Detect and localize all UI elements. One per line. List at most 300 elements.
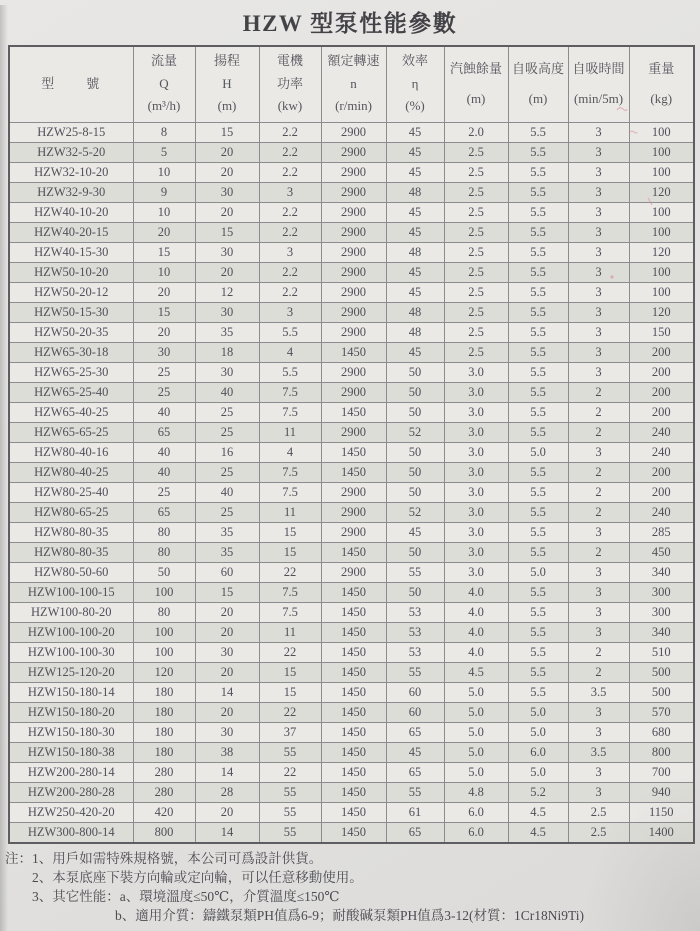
cell-self-priming-height: 5.5 [508,302,568,322]
cell-self-priming-time: 2 [568,642,629,662]
cell-efficiency: 48 [386,302,444,322]
cell-self-priming-height: 5.5 [508,162,568,182]
col-header-line: (m) [466,90,486,106]
cell-motor-power: 11 [259,622,321,642]
cell-efficiency: 45 [386,262,444,282]
table-row [9,462,694,482]
cell-self-priming-height: 5.5 [508,182,568,202]
cell-motor-power: 2.2 [259,142,321,162]
table-row [9,202,694,222]
cell-flow: 9 [133,182,195,202]
cell-motor-power: 2.2 [259,262,321,282]
cell-npsh: 2.5 [444,342,508,362]
cell-self-priming-height: 5.5 [508,382,568,402]
cell-model: HZW80-50-60 [9,562,133,582]
cell-efficiency: 45 [386,282,444,302]
table-row [9,622,694,642]
cell-head: 38 [195,742,259,762]
cell-self-priming-time: 2 [568,662,629,682]
cell-weight: 240 [629,442,694,462]
cell-self-priming-time: 3 [568,322,629,342]
cell-motor-power: 2.2 [259,162,321,182]
cell-npsh: 3.0 [444,502,508,522]
cell-rated-speed: 1450 [321,342,386,362]
cell-efficiency: 50 [386,462,444,482]
cell-weight: 120 [629,242,694,262]
cell-npsh: 2.5 [444,202,508,222]
note-line: 1、用戶如需特殊規格號，本公司可爲設計供貨。 [32,850,323,866]
cell-flow: 10 [133,162,195,182]
cell-weight: 1150 [629,802,694,822]
cell-efficiency: 45 [386,202,444,222]
cell-motor-power: 22 [259,762,321,782]
cell-weight: 200 [629,482,694,502]
col-header-line: (kg) [650,90,673,106]
cell-model: HZW150-180-38 [9,742,133,762]
cell-efficiency: 60 [386,682,444,702]
cell-self-priming-height: 5.5 [508,142,568,162]
cell-self-priming-height: 5.5 [508,362,568,382]
cell-head: 15 [195,222,259,242]
cell-self-priming-height: 5.2 [508,782,568,802]
cell-self-priming-height: 6.0 [508,742,568,762]
col-header-weight [629,46,694,122]
cell-model: HZW150-180-30 [9,722,133,742]
cell-efficiency: 65 [386,762,444,782]
cell-rated-speed: 2900 [321,162,386,182]
cell-head: 20 [195,262,259,282]
cell-self-priming-height: 5.5 [508,342,568,362]
cell-self-priming-height: 5.5 [508,402,568,422]
cell-weight: 100 [629,222,694,242]
table-header [9,46,694,122]
cell-self-priming-height: 5.5 [508,482,568,502]
col-header-line: 效率 [401,53,428,69]
cell-rated-speed: 2900 [321,222,386,242]
notes-prefix: 注： [5,850,32,866]
cell-flow: 20 [133,322,195,342]
cell-head: 30 [195,242,259,262]
cell-self-priming-height: 5.5 [508,122,568,142]
cell-head: 40 [195,482,259,502]
cell-self-priming-time: 2 [568,422,629,442]
cell-model: HZW150-180-14 [9,682,133,702]
cell-head: 20 [195,702,259,722]
cell-self-priming-time: 2 [568,402,629,422]
table-row [9,362,694,382]
cell-rated-speed: 1450 [321,722,386,742]
cell-rated-speed: 1450 [321,402,386,422]
cell-flow: 20 [133,282,195,302]
cell-self-priming-time: 2 [568,482,629,502]
cell-head: 20 [195,802,259,822]
cell-model: HZW65-65-25 [9,422,133,442]
cell-self-priming-time: 3 [568,442,629,462]
cell-rated-speed: 2900 [321,562,386,582]
cell-motor-power: 15 [259,682,321,702]
cell-weight: 940 [629,782,694,802]
cell-rated-speed: 2900 [321,362,386,382]
cell-model: HZW32-10-20 [9,162,133,182]
cell-rated-speed: 1450 [321,702,386,722]
table-row [9,642,694,662]
cell-self-priming-height: 5.0 [508,562,568,582]
col-header-line: 重量 [648,60,675,76]
col-header-flow [133,46,195,122]
cell-self-priming-height: 5.0 [508,722,568,742]
cell-npsh: 6.0 [444,822,508,843]
cell-self-priming-height: 4.5 [508,802,568,822]
col-header-head [195,46,259,122]
col-header-line: (%) [405,98,425,114]
cell-npsh: 3.0 [444,542,508,562]
note-line: 3、其它性能：a、環境溫度≤50℃，介質溫度≤150℃ [32,888,340,904]
cell-self-priming-height: 5.0 [508,702,568,722]
cell-flow: 800 [133,822,195,843]
cell-self-priming-height: 5.5 [508,282,568,302]
cell-model: HZW150-180-20 [9,702,133,722]
cell-motor-power: 15 [259,522,321,542]
cell-self-priming-time: 3 [568,242,629,262]
cell-efficiency: 45 [386,222,444,242]
cell-npsh: 3.0 [444,442,508,462]
cell-flow: 5 [133,142,195,162]
cell-self-priming-time: 2 [568,542,629,562]
cell-self-priming-time: 3 [568,282,629,302]
table-row [9,602,694,622]
col-header-npsh [444,46,508,122]
cell-model: HZW80-80-35 [9,542,133,562]
table-row [9,742,694,762]
cell-npsh: 3.0 [444,482,508,502]
cell-flow: 180 [133,742,195,762]
cell-rated-speed: 2900 [321,502,386,522]
cell-npsh: 2.0 [444,122,508,142]
cell-rated-speed: 2900 [321,142,386,162]
cell-flow: 280 [133,782,195,802]
table-row [9,782,694,802]
cell-model: HZW80-40-25 [9,462,133,482]
table-row [9,322,694,342]
cell-model: HZW40-20-15 [9,222,133,242]
cell-rated-speed: 1450 [321,582,386,602]
cell-self-priming-time: 2 [568,502,629,522]
table-row [9,482,694,502]
cell-flow: 40 [133,402,195,422]
cell-weight: 570 [629,702,694,722]
notes [5,849,700,925]
cell-model: HZW50-15-30 [9,302,133,322]
cell-rated-speed: 1450 [321,442,386,462]
cell-head: 30 [195,302,259,322]
table-row [9,682,694,702]
cell-head: 40 [195,382,259,402]
cell-flow: 120 [133,662,195,682]
cell-weight: 240 [629,422,694,442]
cell-self-priming-height: 5.5 [508,502,568,522]
cell-head: 14 [195,762,259,782]
cell-self-priming-height: 5.5 [508,622,568,642]
cell-weight: 200 [629,462,694,482]
cell-rated-speed: 2900 [321,422,386,442]
cell-self-priming-time: 3 [568,122,629,142]
cell-npsh: 3.0 [444,522,508,542]
col-header-line: 自吸高度 [511,60,564,76]
cell-motor-power: 2.2 [259,202,321,222]
table-row [9,442,694,462]
cell-efficiency: 48 [386,242,444,262]
table-row [9,242,694,262]
cell-npsh: 5.0 [444,702,508,722]
cell-weight: 100 [629,162,694,182]
cell-motor-power: 7.5 [259,402,321,422]
cell-head: 15 [195,122,259,142]
cell-self-priming-height: 5.5 [508,522,568,542]
cell-rated-speed: 1450 [321,682,386,702]
cell-motor-power: 7.5 [259,602,321,622]
col-header-line: (r/min) [335,98,372,114]
cell-npsh: 2.5 [444,222,508,242]
col-header-line: η [411,75,419,91]
cell-motor-power: 55 [259,782,321,802]
cell-head: 20 [195,142,259,162]
cell-self-priming-height: 5.5 [508,322,568,342]
cell-rated-speed: 1450 [321,802,386,822]
cell-npsh: 4.5 [444,662,508,682]
cell-flow: 65 [133,502,195,522]
cell-rated-speed: 1450 [321,642,386,662]
cell-head: 35 [195,542,259,562]
col-header-line: 型 號 [41,75,102,91]
cell-rated-speed: 2900 [321,522,386,542]
cell-rated-speed: 2900 [321,302,386,322]
note-line: 2、本泵底座下裝方向輪或定向輪，可以任意移動使用。 [32,869,363,885]
cell-head: 14 [195,822,259,843]
cell-npsh: 4.8 [444,782,508,802]
col-header-rated-speed [321,46,386,122]
table-row [9,262,694,282]
cell-self-priming-time: 3 [568,142,629,162]
cell-npsh: 3.0 [444,562,508,582]
cell-npsh: 2.5 [444,182,508,202]
table-row [9,142,694,162]
cell-npsh: 2.5 [444,142,508,162]
cell-head: 16 [195,442,259,462]
cell-motor-power: 3 [259,182,321,202]
cell-self-priming-height: 5.5 [508,582,568,602]
cell-self-priming-time: 3 [568,702,629,722]
cell-flow: 10 [133,202,195,222]
col-header-self-priming-time [568,46,629,122]
table-row [9,342,694,362]
cell-rated-speed: 2900 [321,202,386,222]
cell-head: 20 [195,602,259,622]
cell-rated-speed: 1450 [321,822,386,843]
cell-weight: 100 [629,202,694,222]
cell-self-priming-time: 3 [568,262,629,282]
cell-weight: 100 [629,282,694,302]
table-row [9,402,694,422]
cell-flow: 40 [133,442,195,462]
cell-self-priming-height: 5.5 [508,602,568,622]
cell-model: HZW250-420-20 [9,802,133,822]
cell-motor-power: 11 [259,422,321,442]
cell-rated-speed: 2900 [321,242,386,262]
cell-weight: 700 [629,762,694,782]
cell-motor-power: 7.5 [259,582,321,602]
cell-efficiency: 53 [386,602,444,622]
cell-motor-power: 7.5 [259,382,321,402]
cell-npsh: 2.5 [444,242,508,262]
cell-flow: 10 [133,262,195,282]
cell-motor-power: 2.2 [259,122,321,142]
cell-rated-speed: 2900 [321,182,386,202]
cell-motor-power: 55 [259,742,321,762]
col-header-line: 額定轉速 [327,53,380,69]
note-lines [32,849,700,925]
cell-motor-power: 7.5 [259,462,321,482]
cell-flow: 420 [133,802,195,822]
cell-flow: 80 [133,602,195,622]
table-row [9,122,694,142]
table-row [9,422,694,442]
cell-self-priming-time: 3 [568,522,629,542]
cell-self-priming-time: 3.5 [568,682,629,702]
cell-head: 28 [195,782,259,802]
cell-npsh: 4.0 [444,642,508,662]
cell-head: 15 [195,582,259,602]
cell-weight: 200 [629,342,694,362]
cell-motor-power: 22 [259,642,321,662]
cell-npsh: 3.0 [444,362,508,382]
cell-self-priming-height: 5.5 [508,542,568,562]
cell-weight: 240 [629,502,694,522]
note-line: b、適用介質：鑄鐵泵類PH值爲6-9；耐酸碱泵類PH值爲3-12(材質：1Cr18Ni9Ti) [115,907,585,923]
cell-model: HZW32-9-30 [9,182,133,202]
cell-model: HZW50-10-20 [9,262,133,282]
cell-npsh: 5.0 [444,762,508,782]
cell-npsh: 5.0 [444,682,508,702]
cell-head: 14 [195,682,259,702]
cell-weight: 300 [629,582,694,602]
cell-model: HZW65-25-30 [9,362,133,382]
cell-head: 20 [195,202,259,222]
col-header-line: (m) [528,90,548,106]
cell-self-priming-time: 3 [568,342,629,362]
table-row [9,542,694,562]
cell-rated-speed: 1450 [321,622,386,642]
cell-efficiency: 53 [386,642,444,662]
table-row [9,722,694,742]
col-header-line: n [350,75,357,91]
cell-flow: 100 [133,622,195,642]
cell-npsh: 3.0 [444,422,508,442]
cell-head: 20 [195,662,259,682]
cell-self-priming-time: 3.5 [568,742,629,762]
col-header-line: 功率 [276,75,303,91]
cell-motor-power: 15 [259,542,321,562]
cell-self-priming-time: 3 [568,602,629,622]
cell-head: 20 [195,162,259,182]
cell-self-priming-time: 3 [568,762,629,782]
cell-weight: 450 [629,542,694,562]
cell-flow: 50 [133,562,195,582]
cell-head: 30 [195,722,259,742]
cell-motor-power: 7.5 [259,482,321,502]
cell-npsh: 4.0 [444,582,508,602]
cell-npsh: 2.5 [444,302,508,322]
cell-weight: 510 [629,642,694,662]
col-header-efficiency [386,46,444,122]
cell-rated-speed: 2900 [321,262,386,282]
cell-head: 20 [195,622,259,642]
cell-flow: 30 [133,342,195,362]
cell-self-priming-height: 5.5 [508,222,568,242]
cell-weight: 800 [629,742,694,762]
cell-self-priming-height: 5.0 [508,442,568,462]
cell-flow: 40 [133,462,195,482]
cell-npsh: 2.5 [444,282,508,302]
cell-model: HZW50-20-35 [9,322,133,342]
cell-flow: 180 [133,702,195,722]
cell-efficiency: 55 [386,562,444,582]
cell-flow: 15 [133,242,195,262]
col-header-line: Q [159,75,169,91]
cell-weight: 340 [629,622,694,642]
cell-motor-power: 3 [259,242,321,262]
cell-npsh: 6.0 [444,802,508,822]
cell-self-priming-time: 3 [568,562,629,582]
col-header-line: (min/5m) [573,90,624,106]
cell-rated-speed: 1450 [321,762,386,782]
cell-model: HZW100-100-15 [9,582,133,602]
cell-head: 25 [195,422,259,442]
cell-efficiency: 45 [386,142,444,162]
table-row [9,222,694,242]
cell-self-priming-time: 2.5 [568,802,629,822]
cell-motor-power: 5.5 [259,362,321,382]
table-row [9,302,694,322]
cell-head: 25 [195,402,259,422]
col-header-line: (kw) [277,98,303,114]
cell-weight: 150 [629,322,694,342]
cell-model: HZW65-25-40 [9,382,133,402]
col-header-line: 自吸時間 [572,60,625,76]
cell-weight: 200 [629,382,694,402]
cell-weight: 285 [629,522,694,542]
cell-self-priming-time: 2 [568,382,629,402]
cell-flow: 25 [133,362,195,382]
cell-self-priming-height: 5.5 [508,202,568,222]
col-header-line: 揚程 [213,53,240,69]
cell-model: HZW65-30-18 [9,342,133,362]
cell-model: HZW25-8-15 [9,122,133,142]
cell-motor-power: 22 [259,562,321,582]
cell-efficiency: 53 [386,622,444,642]
cell-model: HZW32-5-20 [9,142,133,162]
cell-motor-power: 55 [259,802,321,822]
cell-flow: 25 [133,382,195,402]
cell-weight: 300 [629,602,694,622]
cell-weight: 100 [629,142,694,162]
page-title: HZW 型泵性能參數 [242,11,458,36]
col-header-model [9,46,133,122]
cell-head: 35 [195,322,259,342]
cell-self-priming-time: 3 [568,362,629,382]
cell-efficiency: 65 [386,822,444,843]
col-header-line: 汽蝕餘量 [449,60,502,76]
cell-weight: 500 [629,682,694,702]
